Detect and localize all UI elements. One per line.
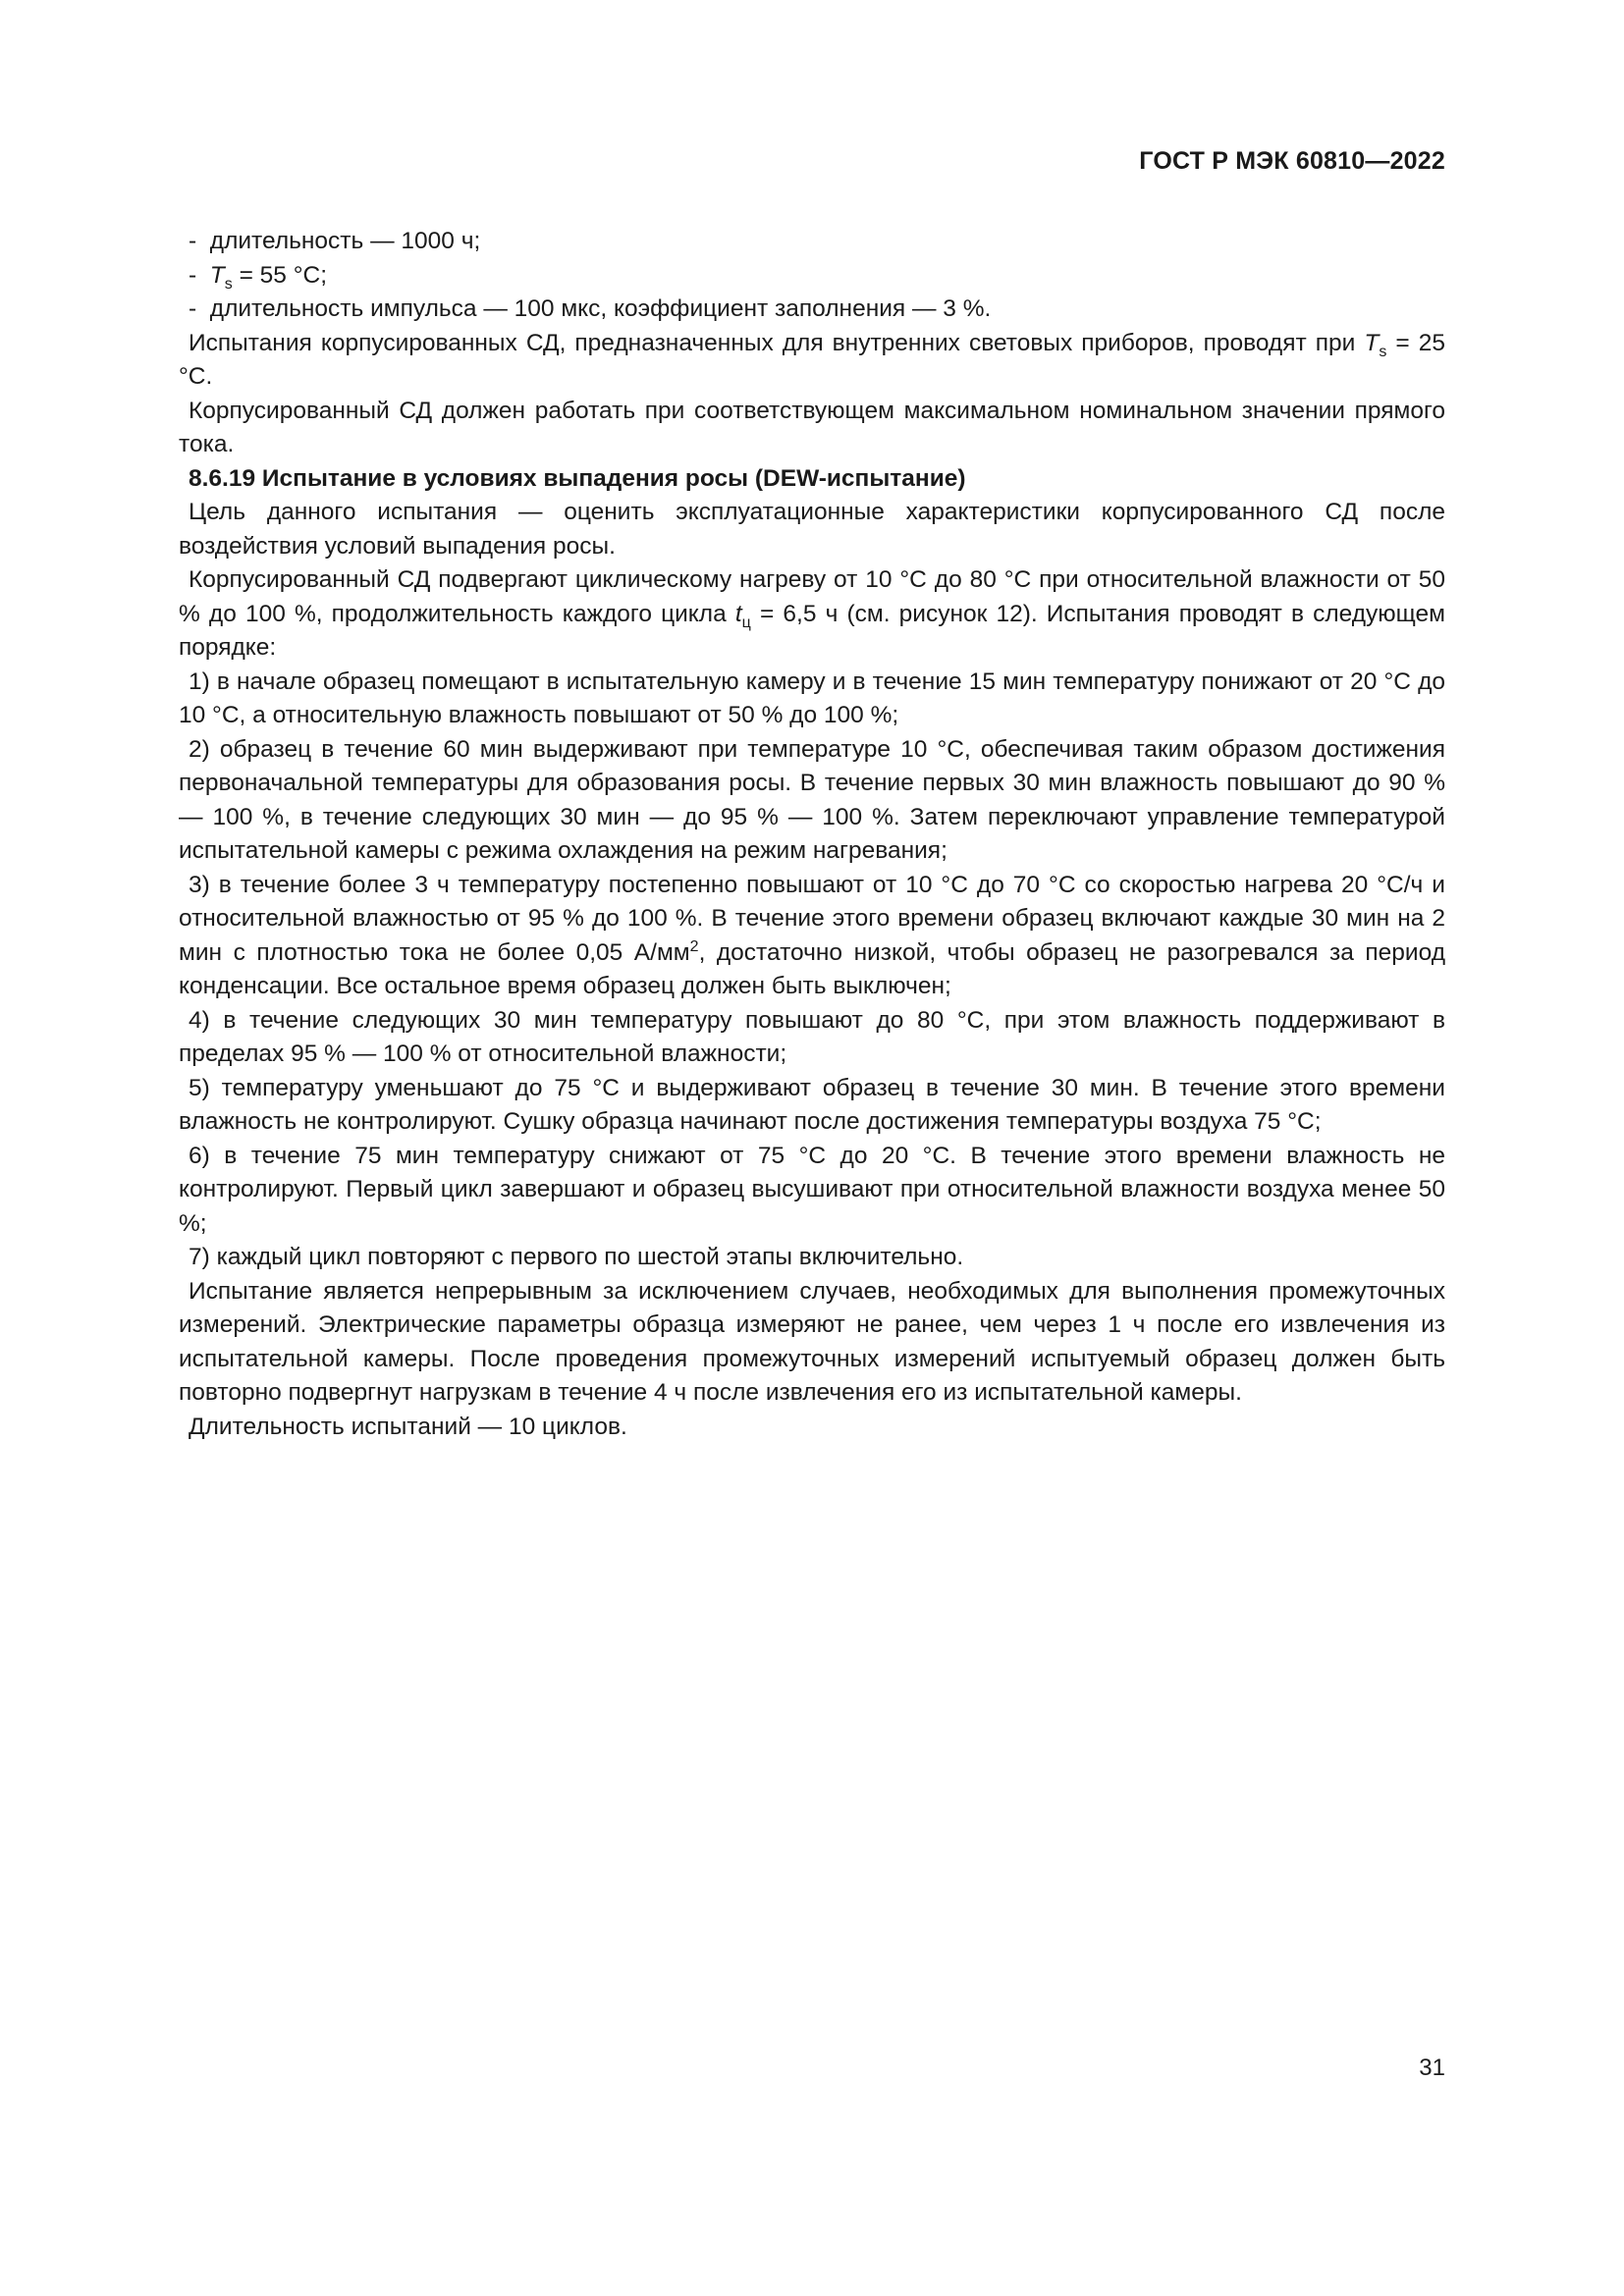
- symbol-t-subscript: ц: [741, 614, 751, 631]
- paragraph-continuous: Испытание является непрерывным за исключением случаев, необходимых для выполнения промежуточных измерений. Электрические параметры образца измеряют не ранее, чем через 1 ч после его извлечения из испытательной камеры. После проведения промежуточных измерений испытуемый образец должен быть повторно подвергнут нагрузкам в течение 4 ч после извлечения его из испытательной камеры.: [179, 1277, 1445, 1406]
- step-6: 6) в течение 75 мин температуру снижают от 75 °C до 20 °C. В течение этого времени влажность не контролируют. Первый цикл завершают и образец высушивают при относительной влажности воздуха менее 50 %;: [179, 1142, 1445, 1237]
- paragraph-cycle-text-after: = 6,5 ч (см. рисунок 12). Испытания проводят в следующем порядке:: [179, 600, 1445, 661]
- section-heading: 8.6.19 Испытание в условиях выпадения росы (DEW-испытание): [189, 464, 966, 492]
- list-item-text: длительность — 1000 ч;: [209, 228, 481, 254]
- paragraph-indoor: [179, 327, 1445, 395]
- symbol-ts-subscript: s: [1379, 343, 1387, 360]
- step-1: 1) в начале образец помещают в испытательную камеру и в течение 15 мин температуру понижают от 20 °C до 10 °C, а относительную влажность повышают от 50 % до 100 %;: [179, 667, 1445, 728]
- symbol-ts: T: [209, 261, 225, 289]
- paragraph-indoor-text: Испытания корпусированных СД, предназначенных для внутренних световых приборов, проводят при: [189, 329, 1356, 356]
- paragraph-purpose: Цель данного испытания — оценить эксплуатационные характеристики корпусированного СД после воздействия условий выпадения росы.: [179, 499, 1445, 560]
- step-4: 4) в течение следующих 30 мин температуру повышают до 80 °C, при этом влажность поддерживают в пределах 95 % — 100 % от относительной влажности;: [179, 1006, 1445, 1067]
- list-item-pulse: - длительность импульса — 100 мкс, коэффициент заполнения — 3 %.: [189, 295, 992, 322]
- paragraph-cycle-text: Корпусированный СД подвергают циклическому нагреву от 10 °C до 80 °C при относительной влажности от 50 % до 100 %, продолжительность каждого цикла: [179, 566, 1445, 627]
- step-2: 2) образец в течение 60 мин выдерживают при температуре 10 °C, обеспечивая таким образом достижения первоначальной температуры для образования росы. В течение первых 30 мин влажность повышают до 90 % — 100 %, в течение следующих 30 мин — до 95 % — 100 %. Затем переключают управление температурой испытательной камеры с режима охлаждения на режим нагревания;: [179, 735, 1445, 864]
- step-3-superscript: 2: [689, 937, 699, 955]
- document-standard-header: ГОСТ Р МЭК 60810—2022: [1139, 147, 1445, 175]
- step-3-text: 3) в течение более 3 ч температуру постепенно повышают от 10 °C до 70 °C со скоростью нагрева 20 °C/ч и относительной влажностью от 95 % до 100 %. В течение этого времени образец включают каждые 30 мин на 2 мин с плотностью тока не более 0,05 А/мм: [179, 871, 1445, 966]
- symbol-ts: T: [1364, 329, 1380, 356]
- list-item-duration: - длительность — 1000 ч;: [189, 228, 481, 254]
- list-item-text: длительность импульса — 100 мкс, коэффициент заполнения — 3 %.: [209, 295, 992, 322]
- paragraph-max-current: Корпусированный СД должен работать при соответствующем максимальном номинальном значении прямого тока.: [179, 397, 1445, 457]
- ts-value: = 55 °C;: [239, 261, 328, 289]
- step-5: 5) температуру уменьшают до 75 °C и выдерживают образец в течение 30 мин. В течение этого времени влажность не контролируют. Сушку образца начинают после достижения температуры воздуха 75 °C;: [179, 1074, 1445, 1135]
- step-3-text-after: , достаточно низкой, чтобы образец не разогревался за период конденсации. Все остальное время образец должен быть выключен;: [179, 938, 1445, 999]
- symbol-t: t: [734, 600, 742, 627]
- paragraph-cycle: [179, 563, 1445, 666]
- paragraph-indoor-value: = 25 °C.: [179, 329, 1446, 390]
- list-item-ts: - $T_s = 55$ °C;: [189, 261, 328, 293]
- document-body: [179, 225, 1445, 1444]
- step-3: [179, 869, 1445, 1004]
- page-number: 31: [1419, 2055, 1445, 2081]
- step-7: 7) каждый цикл повторяют с первого по шестой этапы включительно.: [189, 1244, 964, 1270]
- paragraph-duration: Длительность испытаний — 10 циклов.: [189, 1413, 627, 1440]
- symbol-ts-subscript: s: [224, 275, 233, 293]
